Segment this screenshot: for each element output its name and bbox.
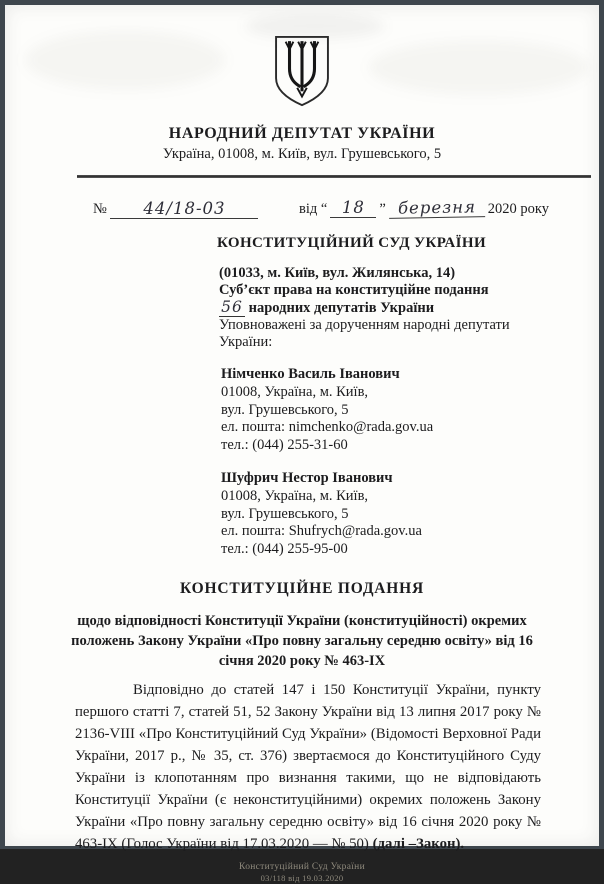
letterhead-org-title: НАРОДНИЙ ДЕПУТАТ УКРАЇНИ (168, 125, 436, 142)
addressee-subject-of-right: Суб’єкт права на конституційне подання (219, 281, 489, 298)
document-subject: щодо відповідності Конституції України (конституційності) окремих положень Закону України «Про повну загальну середню освіту» від 16 січня 2020 року № 463-IX (71, 613, 533, 670)
ref-number-field (110, 200, 258, 219)
court-registration-stamp (5, 862, 599, 884)
ref-date-month-field (389, 198, 485, 219)
addressee-block (219, 265, 599, 350)
representative-name: Шуфрич Нестор Іванович (221, 470, 393, 487)
body-main-text: Відповідно до статей 147 і 150 Конституції України, пункту першого статті 7, статей 51, 52 Закону України від 13 липня 2017 року № 2136-VIII «Про Конституційний Суд України» (Відомості Верховної Ради України, 2017 р., № 35, ст. 376) звертаємося до Конституційного Суду України із клопотанням про визнання такими, що не відповідають Конституції України (є неконституційними) окремих положень Закону України «Про повну загальну середню освіту» від 16 січня 2020 року № 463-IX (Голос України від 17.03.2020 — № 50) (75, 682, 541, 853)
document-title: КОНСТИТУЦІЙНЕ ПОДАННЯ (180, 580, 424, 598)
addressee-court-title: КОНСТИТУЦІЙНИЙ СУД УКРАЇНИ (217, 235, 487, 251)
document-body-paragraph (75, 679, 541, 855)
scan-smudge (369, 40, 589, 95)
representative-address-line: 01008, Україна, м. Київ, (221, 487, 369, 504)
ref-date-group (299, 199, 549, 218)
representative-phone-line: тел.: (044) 255-95-00 (221, 540, 348, 557)
representative-name: Німченко Василь Іванович (221, 366, 400, 383)
authorized-line-1: Уповноважені за дорученням народні депутати (219, 316, 510, 333)
representative-address-line: вул. Грушевського, 5 (221, 401, 349, 418)
ref-date-prefix: від “ (299, 201, 328, 217)
ref-date-month-handwritten: березня (397, 197, 476, 218)
representative-address-line: вул. Грушевського, 5 (221, 505, 349, 522)
scan-smudge (245, 13, 385, 39)
scan-smudge (25, 30, 225, 90)
ref-number-handwritten: 44/18-03 (143, 198, 226, 218)
letterhead-org-address: Україна, 01008, м. Київ, вул. Грушевського, 5 (162, 146, 442, 162)
deputies-count-field (219, 299, 245, 317)
ref-date-day-field (330, 199, 376, 218)
reference-row (5, 191, 599, 218)
ref-date-suffix: 2020 року (487, 201, 549, 217)
letterhead-divider (77, 175, 591, 178)
deputies-count-suffix: народних депутатів України (245, 299, 435, 316)
ref-date-day-handwritten: 18 (341, 197, 365, 217)
paper-sheet (5, 5, 599, 884)
body-bold-text: (далі –Закон). (372, 836, 465, 853)
deputies-count-line (219, 299, 599, 317)
stamp-line-1: Конституційний Суд України (239, 862, 365, 873)
representative-email-line: ел. пошта: Shufrych@rada.gov.ua (221, 523, 422, 540)
ref-date-close-quote: ” (379, 201, 386, 217)
ukraine-trident-emblem-icon (271, 35, 333, 108)
representative-block-1 (221, 366, 599, 454)
representative-email-line: ел. пошта: nimchenko@rada.gov.ua (221, 419, 434, 436)
addressee-court-address: (01033, м. Київ, вул. Жилянська, 14) (219, 265, 456, 281)
stamp-line-2: 03/118 від 19.03.2020 (260, 873, 344, 884)
representative-address-line: 01008, Україна, м. Київ, (221, 384, 369, 400)
ref-number-prefix: № (93, 201, 107, 217)
authorized-line-2: України: (219, 333, 273, 350)
representative-phone-line: тел.: (044) 255-31-60 (221, 436, 348, 453)
representative-block-2 (221, 470, 599, 558)
deputies-count-handwritten: 56 (221, 297, 243, 316)
